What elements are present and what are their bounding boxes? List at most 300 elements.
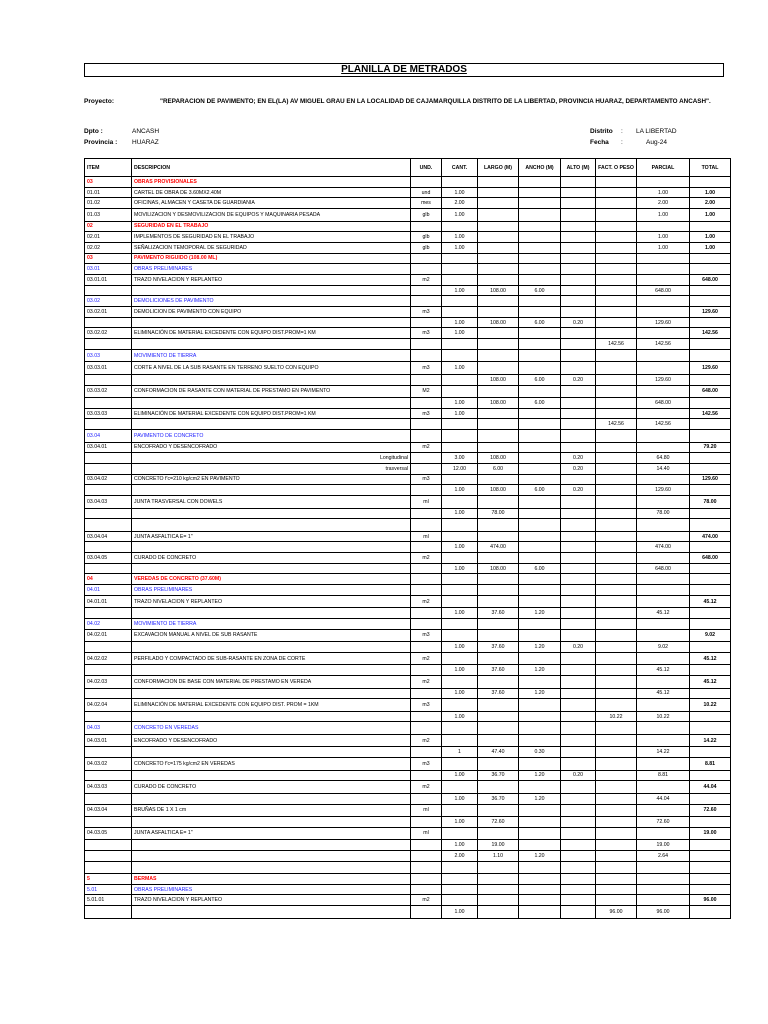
- cell-alto: [561, 734, 596, 747]
- cell-largo: [478, 496, 519, 509]
- cell-descripcion: MOVIMIENTO DE TIERRA: [132, 619, 411, 630]
- cell-cant: [442, 430, 478, 443]
- proyecto-label: Proyecto:: [84, 98, 114, 105]
- cell-total: [690, 817, 731, 828]
- cell-und: [411, 884, 442, 895]
- cell-largo: [478, 519, 519, 532]
- table-row: [85, 419, 731, 430]
- cell-ancho: 1.20: [519, 793, 561, 804]
- cell-total: 45.12: [690, 676, 731, 689]
- cell-ancho: 1.20: [519, 770, 561, 781]
- cell-cant: [442, 758, 478, 771]
- table-row: [85, 198, 731, 209]
- cell-fact: [596, 827, 637, 840]
- cell-largo: [478, 884, 519, 895]
- cell-alto: [561, 676, 596, 689]
- cell-und: [411, 688, 442, 699]
- cell-largo: 474.00: [478, 542, 519, 553]
- cell-fact: [596, 275, 637, 286]
- cell-item: 04.02: [85, 619, 132, 630]
- cell-und: [411, 840, 442, 851]
- cell-cant: 1.00: [442, 285, 478, 296]
- cell-ancho: 0.30: [519, 747, 561, 758]
- cell-fact: [596, 285, 637, 296]
- cell-alto: [561, 385, 596, 398]
- cell-descripcion: [132, 906, 411, 919]
- cell-und: m2: [411, 553, 442, 564]
- cell-und: [411, 430, 442, 443]
- table-row: [85, 906, 731, 919]
- cell-item: [85, 747, 132, 758]
- cell-und: [411, 485, 442, 496]
- cell-largo: [478, 711, 519, 722]
- cell-largo: 19.00: [478, 840, 519, 851]
- cell-cant: 1.00: [442, 187, 478, 198]
- cell-largo: [478, 585, 519, 596]
- cell-ancho: [519, 804, 561, 817]
- cell-parcial: 648.00: [637, 563, 690, 574]
- cell-item: [85, 770, 132, 781]
- cell-fact: [596, 385, 637, 398]
- cell-fact: 96.00: [596, 906, 637, 919]
- table-row: [85, 275, 731, 286]
- table-row: [85, 339, 731, 350]
- cell-descripcion: [132, 398, 411, 409]
- cell-total: [690, 374, 731, 385]
- cell-alto: [561, 430, 596, 443]
- cell-alto: [561, 699, 596, 712]
- cell-und: m3: [411, 629, 442, 642]
- col-largo-header: LARGO (M): [478, 159, 519, 177]
- cell-alto: [561, 665, 596, 676]
- cell-item: [85, 665, 132, 676]
- cell-descripcion: [132, 642, 411, 653]
- cell-largo: [478, 531, 519, 542]
- cell-largo: 47.40: [478, 747, 519, 758]
- cell-alto: [561, 827, 596, 840]
- cell-parcial: 44.04: [637, 793, 690, 804]
- cell-cant: [442, 734, 478, 747]
- cell-parcial: 10.22: [637, 711, 690, 722]
- cell-descripcion: SEGURIDAD EN EL TRABAJO: [132, 221, 411, 232]
- cell-descripcion: CURADO DE CONCRETO: [132, 553, 411, 564]
- cell-item: 01.01: [85, 187, 132, 198]
- cell-parcial: [637, 519, 690, 532]
- cell-descripcion: [132, 665, 411, 676]
- cell-item: [85, 688, 132, 699]
- cell-und: [411, 747, 442, 758]
- cell-parcial: 648.00: [637, 285, 690, 296]
- cell-largo: 37.60: [478, 688, 519, 699]
- cell-alto: [561, 221, 596, 232]
- cell-parcial: 1.00: [637, 242, 690, 253]
- cell-item: [85, 419, 132, 430]
- cell-fact: [596, 874, 637, 885]
- col-descripcion-header: DESCRIPCION: [132, 159, 411, 177]
- cell-und: m3: [411, 328, 442, 339]
- table-row: [85, 374, 731, 385]
- cell-largo: [478, 895, 519, 906]
- cell-cant: 1.00: [442, 770, 478, 781]
- cell-ancho: [519, 275, 561, 286]
- cell-und: glb: [411, 232, 442, 243]
- cell-item: [85, 339, 132, 350]
- cell-largo: [478, 362, 519, 375]
- cell-ancho: [519, 711, 561, 722]
- cell-item: [85, 508, 132, 519]
- cell-fact: [596, 665, 637, 676]
- cell-und: m3: [411, 758, 442, 771]
- cell-ancho: [519, 884, 561, 895]
- cell-largo: [478, 676, 519, 689]
- cell-cant: 2.00: [442, 850, 478, 861]
- cell-largo: [478, 419, 519, 430]
- table-row: [85, 595, 731, 608]
- cell-alto: [561, 362, 596, 375]
- cell-item: 5.01: [85, 884, 132, 895]
- cell-parcial: [637, 722, 690, 735]
- cell-item: 03.01: [85, 264, 132, 275]
- cell-parcial: 64.80: [637, 453, 690, 464]
- cell-total: [690, 485, 731, 496]
- cell-descripcion: SEÑALIZACION TEMOPORAL DE SEGURIDAD: [132, 242, 411, 253]
- cell-item: 02.02: [85, 242, 132, 253]
- cell-item: [85, 840, 132, 851]
- cell-parcial: [637, 676, 690, 689]
- cell-ancho: [519, 187, 561, 198]
- cell-total: [690, 296, 731, 307]
- cell-fact: 10.22: [596, 711, 637, 722]
- cell-largo: [478, 296, 519, 307]
- cell-und: [411, 711, 442, 722]
- cell-item: [85, 398, 132, 409]
- cell-parcial: 78.00: [637, 508, 690, 519]
- page-title: PLANILLA DE METRADOS: [84, 63, 724, 77]
- cell-alto: [561, 608, 596, 619]
- cell-total: 45.12: [690, 652, 731, 665]
- cell-item: 03.03: [85, 349, 132, 362]
- cell-parcial: [637, 177, 690, 188]
- section-row: [85, 574, 731, 585]
- cell-ancho: [519, 519, 561, 532]
- cell-und: [411, 770, 442, 781]
- cell-descripcion: Longitudinal: [132, 453, 411, 464]
- cell-largo: 1.10: [478, 850, 519, 861]
- cell-cant: 1.00: [442, 563, 478, 574]
- cell-cant: [442, 722, 478, 735]
- cell-total: 44.04: [690, 781, 731, 794]
- cell-total: [690, 874, 731, 885]
- cell-alto: [561, 177, 596, 188]
- cell-cant: [442, 275, 478, 286]
- cell-fact: [596, 840, 637, 851]
- table-header-row: [85, 159, 731, 177]
- cell-ancho: [519, 209, 561, 222]
- cell-parcial: [637, 874, 690, 885]
- cell-parcial: [637, 496, 690, 509]
- cell-total: [690, 850, 731, 861]
- cell-parcial: 19.00: [637, 840, 690, 851]
- cell-cant: [442, 652, 478, 665]
- cell-descripcion: DEMOLICION DE PAVIMENTO CON EQUIPO: [132, 307, 411, 318]
- cell-parcial: 129.60: [637, 317, 690, 328]
- cell-largo: [478, 652, 519, 665]
- cell-descripcion: BRUÑAS DE 1 X 1 cm: [132, 804, 411, 817]
- cell-ancho: [519, 874, 561, 885]
- cell-descripcion: OBRAS PRELIMINARES: [132, 585, 411, 596]
- cell-total: 648.00: [690, 385, 731, 398]
- cell-alto: [561, 817, 596, 828]
- cell-descripcion: OBRAS PRELIMINARES: [132, 264, 411, 275]
- cell-parcial: [637, 884, 690, 895]
- cell-largo: [478, 349, 519, 362]
- fecha-label: Fecha: [590, 139, 609, 146]
- cell-alto: [561, 861, 596, 874]
- cell-item: 03.03.03: [85, 408, 132, 419]
- cell-cant: [442, 553, 478, 564]
- cell-alto: [561, 906, 596, 919]
- cell-descripcion: ELIMINACIÓN DE MATERIAL EXCEDENTE CON EQUIPO DIST.PROM=1 KM: [132, 408, 411, 419]
- cell-fact: [596, 317, 637, 328]
- provincia-label: Provincia :: [84, 139, 118, 146]
- cell-item: [85, 906, 132, 919]
- cell-item: 04.03.04: [85, 804, 132, 817]
- section-row: [85, 253, 731, 264]
- table-row: [85, 817, 731, 828]
- cell-alto: [561, 198, 596, 209]
- cell-largo: [478, 221, 519, 232]
- cell-ancho: [519, 531, 561, 542]
- cell-ancho: [519, 339, 561, 350]
- cell-fact: [596, 699, 637, 712]
- cell-descripcion: OBRAS PROVISIONALES: [132, 177, 411, 188]
- cell-und: glb: [411, 242, 442, 253]
- cell-descripcion: ELIMINACIÓN DE MATERIAL EXCEDENTE CON EQUIPO DIST. PROM = 1KM: [132, 699, 411, 712]
- cell-parcial: [637, 362, 690, 375]
- cell-alto: 0.20: [561, 453, 596, 464]
- cell-descripcion: [132, 419, 411, 430]
- cell-und: m3: [411, 362, 442, 375]
- cell-largo: 108.00: [478, 485, 519, 496]
- cell-item: [85, 542, 132, 553]
- cell-alto: [561, 840, 596, 851]
- col-parcial-header: PARCIAL: [637, 159, 690, 177]
- cell-total: [690, 770, 731, 781]
- cell-item: 03.02.01: [85, 307, 132, 318]
- cell-parcial: [637, 408, 690, 419]
- cell-cant: [442, 804, 478, 817]
- table-row: [85, 398, 731, 409]
- cell-total: 142.56: [690, 328, 731, 339]
- cell-largo: [478, 242, 519, 253]
- cell-alto: [561, 585, 596, 596]
- table-row: [85, 209, 731, 222]
- cell-ancho: [519, 827, 561, 840]
- cell-ancho: [519, 177, 561, 188]
- cell-ancho: 6.00: [519, 374, 561, 385]
- cell-ancho: [519, 861, 561, 874]
- col-ancho-header: ANCHO (M): [519, 159, 561, 177]
- cell-item: 01.03: [85, 209, 132, 222]
- cell-total: 96.00: [690, 895, 731, 906]
- cell-largo: 37.60: [478, 665, 519, 676]
- cell-cant: [442, 781, 478, 794]
- cell-largo: [478, 307, 519, 318]
- cell-ancho: 6.00: [519, 398, 561, 409]
- table-row: [85, 861, 731, 874]
- cell-total: 1.00: [690, 232, 731, 243]
- cell-parcial: 14.40: [637, 463, 690, 474]
- cell-descripcion: ENCOFRADO Y DESENCOFRADO: [132, 734, 411, 747]
- cell-parcial: [637, 221, 690, 232]
- cell-parcial: [637, 652, 690, 665]
- cell-item: [85, 519, 132, 532]
- cell-fact: [596, 362, 637, 375]
- cell-item: [85, 711, 132, 722]
- cell-descripcion: TRAZO NIVELACION Y REPLANTEO: [132, 595, 411, 608]
- cell-descripcion: trasversal: [132, 463, 411, 474]
- cell-fact: [596, 474, 637, 485]
- cell-und: [411, 374, 442, 385]
- cell-und: m3: [411, 474, 442, 485]
- cell-fact: 142.56: [596, 419, 637, 430]
- cell-ancho: [519, 840, 561, 851]
- cell-total: [690, 430, 731, 443]
- cell-descripcion: [132, 563, 411, 574]
- cell-total: [690, 619, 731, 630]
- table-row: [85, 665, 731, 676]
- cell-parcial: [637, 619, 690, 630]
- cell-descripcion: CARTEL DE OBRA DE 3.60MX2.40M: [132, 187, 411, 198]
- cell-descripcion: [132, 339, 411, 350]
- subsection-row: [85, 619, 731, 630]
- cell-item: 04.03.02: [85, 758, 132, 771]
- distrito-value: LA LIBERTAD: [636, 128, 677, 135]
- cell-alto: [561, 804, 596, 817]
- cell-und: [411, 850, 442, 861]
- cell-descripcion: CORTE A NIVEL DE LA SUB RASANTE EN TERRENO SUELTO CON EQUIPO: [132, 362, 411, 375]
- cell-alto: [561, 419, 596, 430]
- cell-und: M2: [411, 385, 442, 398]
- cell-und: ml: [411, 827, 442, 840]
- cell-descripcion: CURADO DE CONCRETO: [132, 781, 411, 794]
- cell-ancho: [519, 328, 561, 339]
- cell-item: [85, 642, 132, 653]
- table-row: [85, 408, 731, 419]
- cell-descripcion: [132, 542, 411, 553]
- table-row: [85, 563, 731, 574]
- cell-fact: [596, 496, 637, 509]
- cell-largo: 108.00: [478, 374, 519, 385]
- cell-largo: 36.70: [478, 793, 519, 804]
- cell-descripcion: JUNTA ASFALTICA E= 1": [132, 827, 411, 840]
- cell-cant: [442, 442, 478, 453]
- cell-total: [690, 221, 731, 232]
- cell-fact: [596, 688, 637, 699]
- cell-parcial: [637, 861, 690, 874]
- cell-cant: [442, 585, 478, 596]
- cell-und: [411, 285, 442, 296]
- cell-und: [411, 574, 442, 585]
- cell-largo: 6.00: [478, 463, 519, 474]
- table-row: [85, 187, 731, 198]
- cell-fact: [596, 463, 637, 474]
- cell-cant: 1.00: [442, 398, 478, 409]
- cell-descripcion: [132, 770, 411, 781]
- cell-item: 04.01.01: [85, 595, 132, 608]
- cell-parcial: [637, 827, 690, 840]
- cell-und: m2: [411, 442, 442, 453]
- cell-cant: 1.00: [442, 328, 478, 339]
- table-row: [85, 485, 731, 496]
- cell-item: 02: [85, 221, 132, 232]
- table-row: [85, 758, 731, 771]
- cell-ancho: [519, 463, 561, 474]
- subsection-row: [85, 722, 731, 735]
- cell-fact: [596, 884, 637, 895]
- cell-alto: [561, 232, 596, 243]
- cell-ancho: [519, 574, 561, 585]
- cell-item: 04.03.01: [85, 734, 132, 747]
- cell-und: glb: [411, 209, 442, 222]
- cell-und: [411, 608, 442, 619]
- cell-descripcion: [132, 485, 411, 496]
- table-row: [85, 328, 731, 339]
- cell-item: 04.03: [85, 722, 132, 735]
- cell-parcial: 129.60: [637, 374, 690, 385]
- cell-ancho: [519, 722, 561, 735]
- cell-total: [690, 339, 731, 350]
- cell-fact: [596, 508, 637, 519]
- cell-total: [690, 542, 731, 553]
- cell-total: [690, 463, 731, 474]
- cell-cant: [442, 385, 478, 398]
- distrito-label: Distrito: [590, 128, 613, 135]
- cell-item: 01.02: [85, 198, 132, 209]
- cell-fact: [596, 850, 637, 861]
- cell-total: [690, 563, 731, 574]
- section-row: [85, 177, 731, 188]
- cell-und: und: [411, 187, 442, 198]
- cell-ancho: 1.20: [519, 642, 561, 653]
- cell-total: [690, 285, 731, 296]
- cell-total: [690, 398, 731, 409]
- cell-total: [690, 688, 731, 699]
- cell-total: [690, 253, 731, 264]
- cell-alto: [561, 747, 596, 758]
- cell-ancho: [519, 349, 561, 362]
- cell-und: [411, 665, 442, 676]
- subsection-row: [85, 884, 731, 895]
- cell-fact: [596, 642, 637, 653]
- cell-item: 03.04.04: [85, 531, 132, 542]
- cell-fact: [596, 519, 637, 532]
- cell-alto: 0.20: [561, 770, 596, 781]
- cell-descripcion: [132, 861, 411, 874]
- cell-cant: [442, 519, 478, 532]
- cell-alto: [561, 793, 596, 804]
- cell-fact: [596, 770, 637, 781]
- cell-parcial: 2.00: [637, 198, 690, 209]
- cell-fact: [596, 296, 637, 307]
- cell-largo: [478, 619, 519, 630]
- cell-total: [690, 608, 731, 619]
- cell-item: 04.02.04: [85, 699, 132, 712]
- cell-fact: [596, 209, 637, 222]
- cell-largo: [478, 699, 519, 712]
- cell-descripcion: CONFORMACION DE BASE CON MATERIAL DE PRESTAMO EN VEREDA: [132, 676, 411, 689]
- table-row: [85, 676, 731, 689]
